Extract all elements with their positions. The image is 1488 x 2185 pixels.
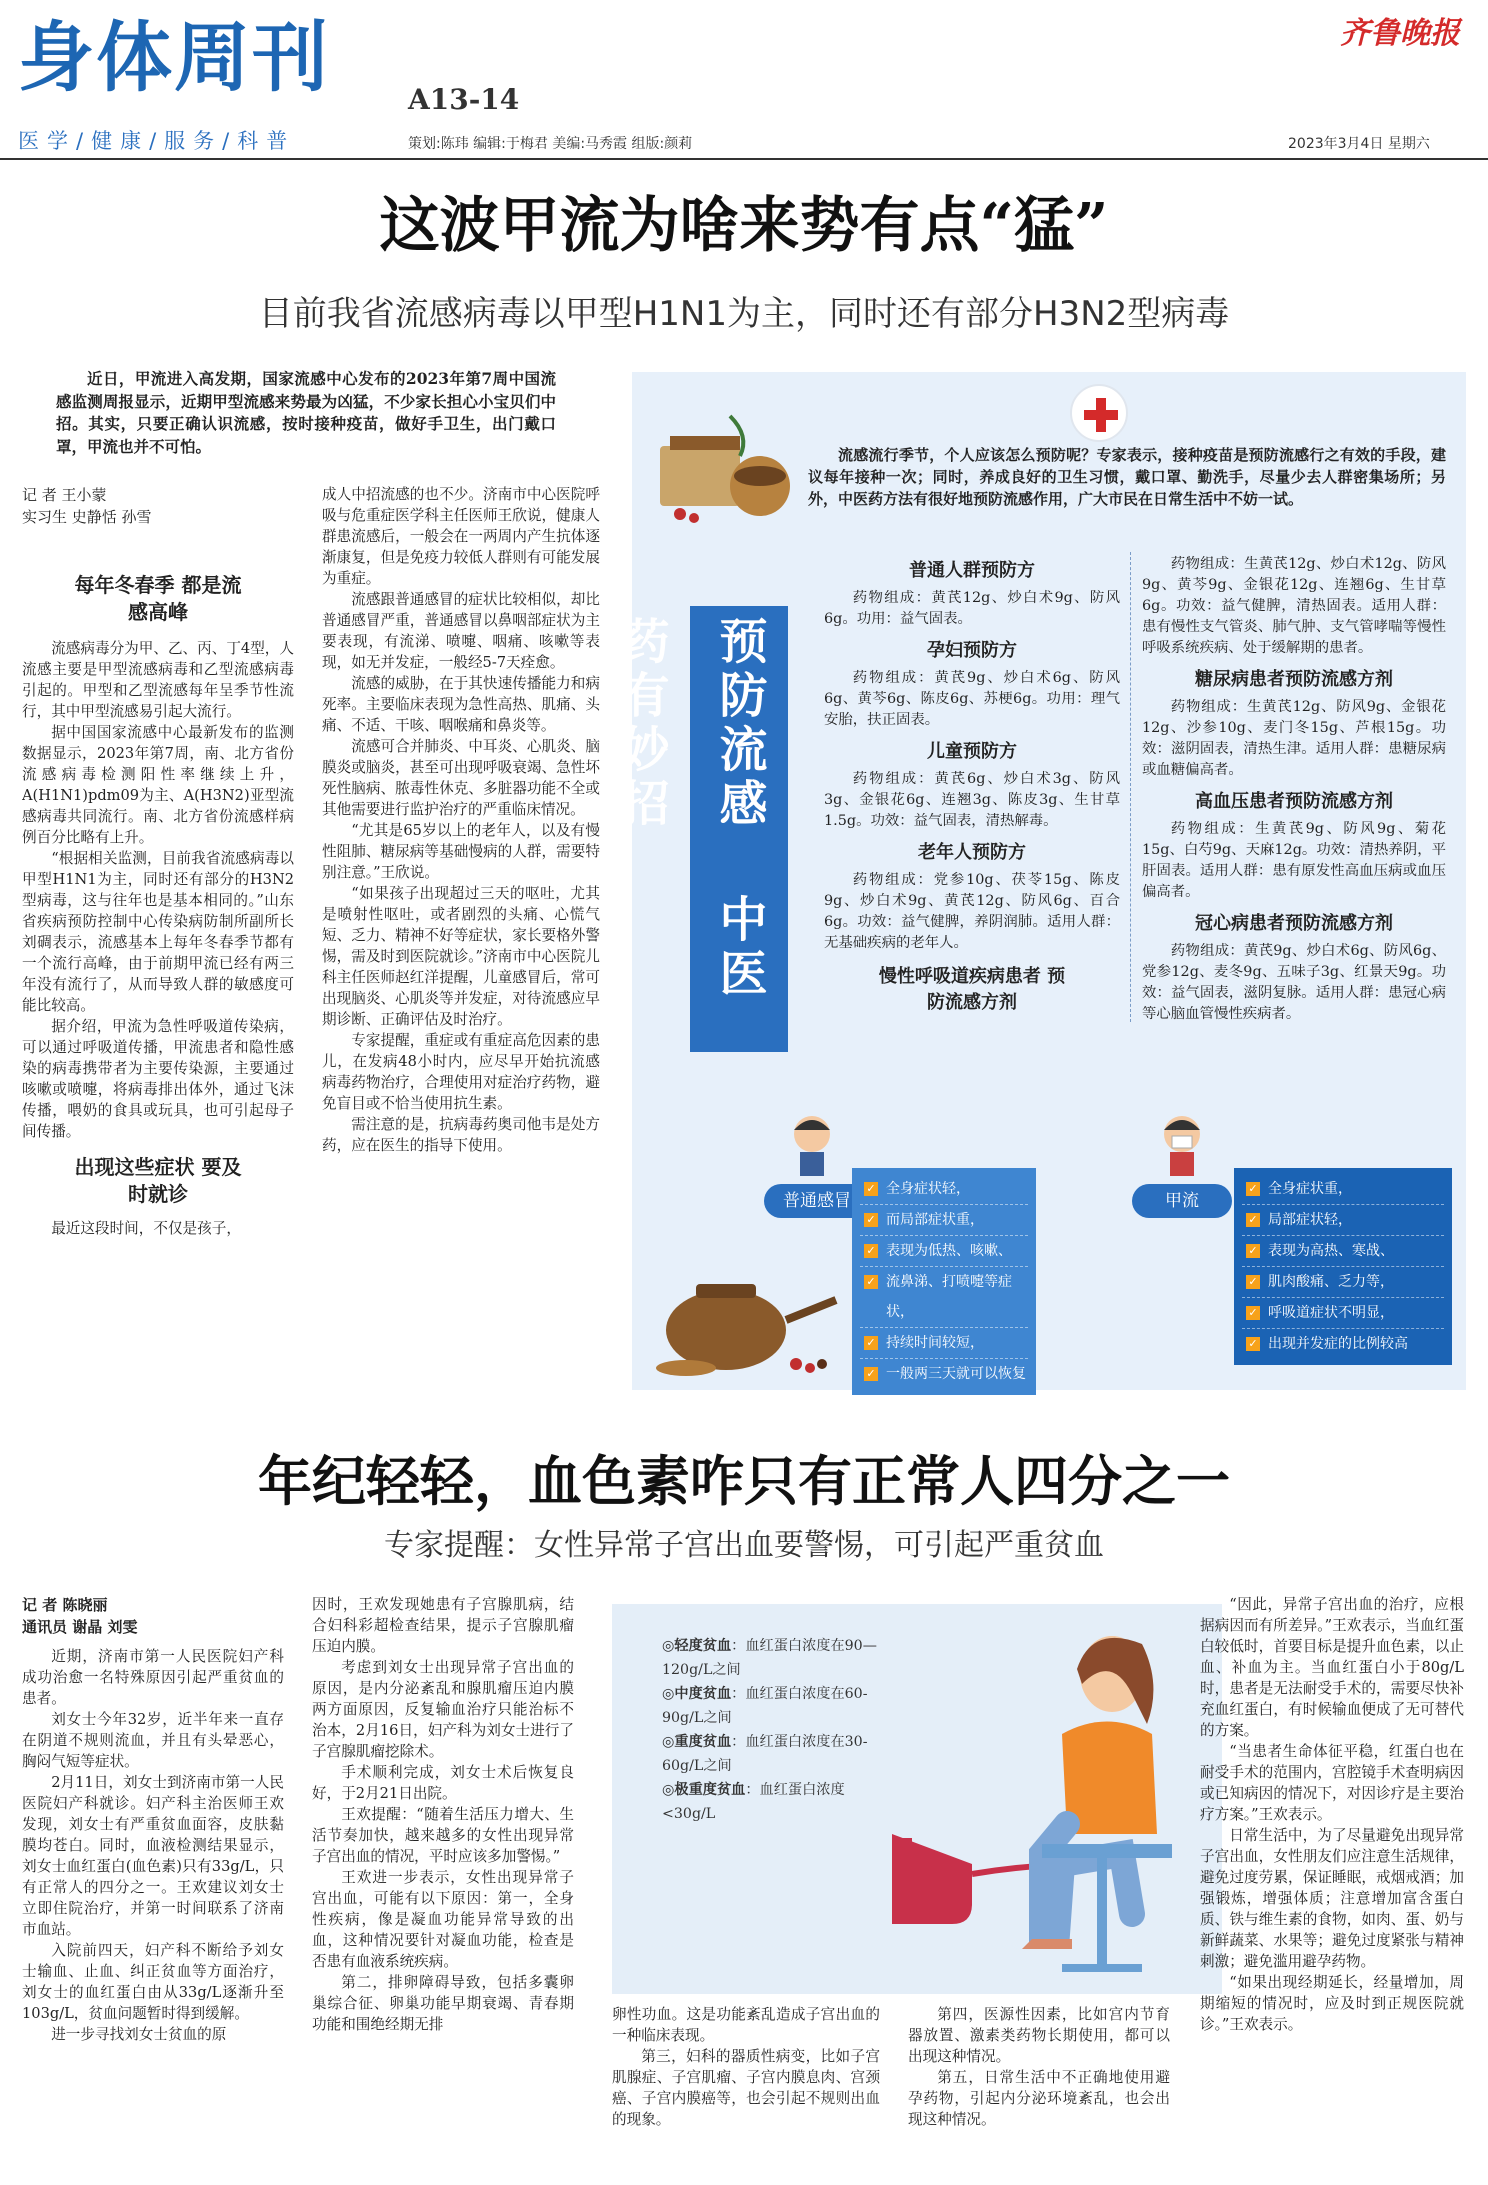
paragraph: 成人中招流感的也不少。济南市中心医院呼吸与危重症医学科主任医师王欣说，健康人群患流感后，一般会在一两周内产生抗体逐渐康复，但是免疫力较低人群则有可能发展为重症。 xyxy=(322,486,600,587)
symptom-item: ✓ 全身症状轻， xyxy=(860,1174,1028,1205)
tcm-vertical-title: 预防流感 中医药有妙招 xyxy=(690,606,788,1052)
paragraph: 专家提醒，重症或有重症高危因素的患儿，在发病48小时内，应尽早开始抗流感病毒药物治疗，合理使用对症治疗药物，避免盲目或不恰当使用抗生素。 xyxy=(322,1032,600,1112)
section-title: 老年人预防方 xyxy=(918,842,1026,863)
symptom-item: ✓ 表现为低热、咳嗽、 xyxy=(860,1236,1028,1267)
section-body: 药物组成：生黄芪9g、防风9g、菊花15g、白芍9g、天麻12g。功效：清热养阴，平肝固表。适用人群：患有原发性高血压病或血压偏高者。 xyxy=(1142,821,1446,900)
byline-reporter: 记 者 王小蒙 xyxy=(22,486,107,504)
paragraph: 进一步寻找刘女士贫血的原 xyxy=(51,2026,227,2043)
anemia-levels-box xyxy=(662,1634,892,1826)
section-body: 药物组成：黄芪12g、炒白术9g、防风6g。功用：益气固表。 xyxy=(824,590,1120,627)
symptom-item: ✓ 肌肉酸痛、乏力等， xyxy=(1242,1267,1444,1298)
section-title: 糖尿病患者预防流感方剂 xyxy=(1195,669,1393,690)
medical-cross-icon xyxy=(1070,384,1128,442)
masthead xyxy=(0,0,1488,160)
article2-column-3a xyxy=(612,2004,880,2176)
symptom-item: ✓ 局部症状轻， xyxy=(1242,1205,1444,1236)
symptom-item: ✓ 一般两三天就可以恢复 xyxy=(860,1359,1028,1389)
page-numbers: A13-14 xyxy=(408,83,520,116)
paragraph: 据中国国家流感中心最新发布的监测数据显示，2023年第7周，南、北方省份流感病毒检测阳性率继续上升，A(H1N1)pdm09为主、A(H3N2)亚型流感病毒共同流行。南、北方省份流感样病例百分比略有上升。 xyxy=(22,724,294,846)
section-title: 高血压患者预防流感方剂 xyxy=(1195,791,1393,812)
symptom-item: ✓ 表现为高热、寒战、 xyxy=(1242,1236,1444,1267)
symptom-item: ✓ 流鼻涕、打喷嚏等症状， xyxy=(860,1267,1028,1328)
credits: 策划:陈玮 编辑:于梅君 美编:马秀霞 组版:颜莉 xyxy=(408,136,693,152)
header-rule xyxy=(0,158,1488,160)
subhead-winter-peak: 每年冬春季 都是流感高峰 xyxy=(74,573,242,624)
paragraph: 日常生活中，为了尽量避免出现异常子宫出血，女性朋友们应注意生活规律，避免过度劳累，保证睡眠，戒烟戒酒；加强锻炼，增强体质；注意增加富含蛋白质、铁与维生素的食物，如肉、蛋、奶与新鲜蔬菜、水果等；避免过度紧张与精神刺激；避免滥用避孕药物。 xyxy=(1200,1827,1464,1970)
section-title: 儿童预防方 xyxy=(927,741,1017,762)
paragraph: “因此，异常子宫出血的治疗，应根据病因而有所差异。”王欢表示，当血红蛋白较低时，首要目标是提升血色素，以止血、补血为主。当血红蛋白小于80g/L时，患者是无法耐受手术的，需要尽快补充血红蛋白，有时候输血便成了无可替代的方案。 xyxy=(1200,1596,1464,1739)
paragraph: “根据相关监测，目前我省流感病毒以甲型H1N1为主，同时还有部分的H3N2型病毒，这与往年也是基本相同的。”山东省疾病预防控制中心传染病防制所副所长刘碉表示，流感基本上每年冬春季节都有一个流行高峰，由于前期甲流已经有两三年没有流行了，从而导致人群的敏感度可能比较高。 xyxy=(22,850,294,1014)
panel-divider xyxy=(1130,552,1131,1022)
article1-column-1 xyxy=(22,560,294,1560)
paragraph: “如果出现经期延长，经量增加，周期缩短的情况时，应及时到正规医院就诊。”王欢表示。 xyxy=(1200,1974,1464,2033)
flu-label: 甲流 xyxy=(1132,1184,1232,1218)
section-title: 身体周刊 xyxy=(18,13,330,102)
section-body: 药物组成：黄芪9g、炒白术6g、防风6g、党参12g、麦冬9g、五味子3g、红景天9g。功效：益气固表，滋阴复脉。适用人群：患冠心病等心脑血管慢性疾病者。 xyxy=(1142,943,1446,1022)
article1-byline xyxy=(22,484,322,528)
flu-symptoms xyxy=(1234,1168,1452,1365)
paragraph: 据介绍，甲流为急性呼吸道传染病，可以通过呼吸道传播，甲流患者和隐性感染的病毒携带者为主要传染源，主要通过咳嗽或喷嚏，将病毒排出体外，通过飞沫传播，喂奶的食具或玩具，也可引起母子间传播。 xyxy=(22,1018,294,1140)
paragraph: 2月11日，刘女士到济南市第一人民医院妇产科就诊。妇产科主治医师王欢发现，刘女士有严重贫血面容，皮肤黏膜均苍白。同时，血液检测结果显示，刘女士血红蛋白(血色素)只有33g/L，只有正常人的四分之一。王欢建议刘女士立即住院治疗，并第一时间联系了济南市血站。 xyxy=(22,1774,284,1938)
paragraph: 第二，排卵障碍导致，包括多囊卵巢综合征、卵巢功能早期衰竭、青春期功能和围绝经期无排 xyxy=(312,1974,574,2033)
symptom-item: ✓ 持续时间较短， xyxy=(860,1328,1028,1359)
tcm-panel xyxy=(613,372,1466,1390)
section-body: 药物组成：生黄芪12g、炒白术12g、防风9g、黄芩9g、金银花12g、连翘6g、生甘草6g。功效：益气健脾，清热固表。适用人群：患有慢性支气管炎、肺气肿、支气管哮喘等慢性呼吸系统疾病、处于缓解期的患者。 xyxy=(1142,556,1446,656)
section-title: 慢性呼吸道疾病患者 预防流感方剂 xyxy=(878,966,1066,1013)
article1-column-2 xyxy=(322,484,600,1484)
tcm-right-column xyxy=(1142,550,1446,1025)
flu-avatar xyxy=(1152,1110,1212,1180)
anemia-infographic xyxy=(612,1604,1222,1994)
tagline: 医学/健康/服务/科普 xyxy=(18,129,296,153)
paragraph: 王欢进一步表示，女性出现异常子宫出血，可能有以下原因：第一，全身性疾病，像是凝血功能异常导致的出血，这种情况要针对凝血功能，检查是否患有血液系统疾病。 xyxy=(312,1869,574,1970)
paragraph: 最近这段时间，不仅是孩子， xyxy=(51,1220,241,1237)
paragraph: 卵性功血。这是功能紊乱造成子宫出血的一种临床表现。 xyxy=(612,2006,880,2044)
herbal-pot-illustration xyxy=(646,1260,856,1380)
symptom-item: ✓ 而局部症状重， xyxy=(860,1205,1028,1236)
paragraph: 手术顺利完成，刘女士术后恢复良好，于2月21日出院。 xyxy=(312,1764,574,1802)
anemia-level: ◎轻度贫血：血红蛋白浓度在90—120g/L之间 xyxy=(662,1638,877,1678)
article2-column-2 xyxy=(312,1594,574,2176)
common-cold-avatar xyxy=(782,1110,842,1180)
paragraph: 第五，日常生活中不正确地使用避孕药物，引起内分泌环境紊乱，也会出现这种情况。 xyxy=(908,2069,1170,2128)
paragraph: 考虑到刘女士出现异常子宫出血的原因，是内分泌紊乱和腺肌瘤压迫内膜两方面原因，反复输血治疗只能治标不治本，2月16日，妇产科为刘女士进行了子宫腺肌瘤挖除术。 xyxy=(312,1659,574,1760)
issue-date: 2023年3月4日 星期六 xyxy=(1288,136,1430,152)
tcm-left-column xyxy=(824,550,1120,1016)
byline-correspondent: 通讯员 谢晶 刘雯 xyxy=(22,1618,138,1636)
paragraph: 需注意的是，抗病毒药奥司他韦是处方药，应在医生的指导下使用。 xyxy=(322,1116,600,1154)
article2-byline xyxy=(22,1594,302,1638)
article1-subheadline: 目前我省流感病毒以甲型H1N1为主，同时还有部分H3N2型病毒 xyxy=(258,294,1230,334)
article2-column-3b xyxy=(908,2004,1170,2176)
anemia-level: ◎重度贫血：血红蛋白浓度在30-60g/L之间 xyxy=(662,1734,868,1774)
byline-reporter: 记 者 陈晓丽 xyxy=(22,1596,108,1614)
symptom-item: ✓ 呼吸道症状不明显， xyxy=(1242,1298,1444,1329)
common-cold-label: 普通感冒 xyxy=(764,1184,870,1218)
paragraph: 因时，王欢发现她患有子宫腺肌病，结合妇科彩超检查结果，提示子宫腺肌瘤压迫内膜。 xyxy=(312,1596,574,1655)
article2-subheadline: 专家提醒：女性异常子宫出血要警惕，可引起严重贫血 xyxy=(384,1528,1104,1563)
article1-lead: 近日，甲流进入高发期，国家流感中心发布的2023年第7周中国流感监测周报显示，近期甲型流感来势最为凶猛，不少家长担心小宝贝们中招。其实，只要正确认识流感，按时接种疫苗，做好手卫生，出门戴口罩，甲流也并不可怕。 xyxy=(56,369,556,456)
section-title: 普通人群预防方 xyxy=(909,560,1035,581)
article2-headline: 年纪轻轻，血色素咋只有正常人四分之一 xyxy=(258,1449,1230,1513)
article1-headline: 这波甲流为啥来势有点“猛” xyxy=(379,191,1109,261)
herbs-illustration xyxy=(640,396,800,536)
paragraph: 流感可合并肺炎、中耳炎、心肌炎、脑膜炎或脑炎，甚至可出现呼吸衰竭、急性坏死性脑病、脓毒性休克、多脏器功能不全或其他需要进行监护治疗的严重临床情况。 xyxy=(322,738,600,818)
symptom-item: ✓ 全身症状重， xyxy=(1242,1174,1444,1205)
woman-illustration xyxy=(892,1614,1212,1984)
section-title: 孕妇预防方 xyxy=(927,640,1017,661)
paragraph: “尤其是65岁以上的老年人，以及有慢性阻肺、糖尿病等基础慢病的人群，需要特别注意。”王欣说。 xyxy=(322,822,600,881)
anemia-level: ◎极重度贫血：血红蛋白浓度<30g/L xyxy=(662,1782,845,1822)
tcm-intro: 流感流行季节，个人应该怎么预防呢？专家表示，接种疫苗是预防流感行之有效的手段，建议每年接种一次；同时，养成良好的卫生习惯，戴口罩、勤洗手，尽量少去人群密集场所；另外，中医药方法有很好地预防流感作用，广大市民在日常生活中不妨一试。 xyxy=(808,446,1446,508)
symptom-item: ✓ 出现并发症的比例较高 xyxy=(1242,1329,1444,1359)
paragraph: “如果孩子出现超过三天的呕吐，尤其是喷射性呕吐，或者剧烈的头痛、心慌气短、乏力、精神不好等症状，家长要格外警惕，需及时到医院就诊。”济南市中心医院儿科主任医师赵红洋提醒，儿童感冒后，常可出现脑炎、心肌炎等并发症，对待流感应早期诊断、正确评估及时治疗。 xyxy=(322,885,600,1028)
section-body: 药物组成：生黄芪12g、防风9g、金银花12g、沙参10g、麦门冬15g、芦根15g。功效：滋阴固表，清热生津。适用人群：患糖尿病或血糖偏高者。 xyxy=(1142,699,1446,778)
paragraph: 入院前四天，妇产科不断给予刘女士输血、止血、纠正贫血等方面治疗，刘女士的血红蛋白由从33g/L逐渐升至103g/L，贫血问题暂时得到缓解。 xyxy=(22,1942,284,2022)
byline-intern: 实习生 史静恬 孙雪 xyxy=(22,508,152,526)
paragraph: “当患者生命体征平稳，红蛋白也在耐受手术的范围内，宫腔镜手术查明病因或已知病因的情况下，对因诊疗是主要治疗方案。”王欢表示。 xyxy=(1200,1743,1464,1823)
anemia-level: ◎中度贫血：血红蛋白浓度在60-90g/L之间 xyxy=(662,1686,868,1726)
paragraph: 流感跟普通感冒的症状比较相似，却比普通感冒严重，普通感冒以鼻咽部症状为主要表现，有流涕、喷嚏、咽痛、咳嗽等表现，如无并发症，一般经5-7天痊愈。 xyxy=(322,591,600,671)
section-body: 药物组成：黄芪9g、炒白术6g、防风6g、黄芩6g、陈皮6g、苏梗6g。功用：理气安胎，扶正固表。 xyxy=(824,670,1120,728)
paragraph: 流感病毒分为甲、乙、丙、丁4型，人流感主要是甲型流感病毒和乙型流感病毒引起的。甲型和乙型流感每年呈季节性流行，其中甲型流感易引起大流行。 xyxy=(22,640,294,720)
paragraph: 近期，济南市第一人民医院妇产科成功治愈一名特殊原因引起严重贫血的患者。 xyxy=(22,1648,284,1707)
section-body: 药物组成：党参10g、茯苓15g、陈皮9g、炒白术9g、黄芪12g、防风6g、百合6g。功效：益气健脾，养阴润肺。适用人群：无基础疾病的老年人。 xyxy=(824,872,1120,951)
brand-logo: 齐鲁晚报 xyxy=(1340,16,1460,51)
paragraph: 第三，妇科的器质性病变，比如子宫肌腺症、子宫肌瘤、子宫内膜息肉、宫颈癌、子宫内膜癌等，也会引起不规则出血的现象。 xyxy=(612,2048,880,2128)
section-title: 冠心病患者预防流感方剂 xyxy=(1195,913,1393,934)
article2-column-1 xyxy=(22,1646,284,2176)
subhead-symptoms: 出现这些症状 要及时就诊 xyxy=(74,1155,242,1206)
paragraph: 第四，医源性因素，比如宫内节育器放置、激素类药物长期使用，都可以出现这种情况。 xyxy=(908,2006,1170,2065)
paragraph: 王欢提醒：“随着生活压力增大、生活节奏加快，越来越多的女性出现异常子宫出血的情况，平时应该多加警惕。” xyxy=(312,1806,574,1865)
paragraph: 流感的威胁，在于其快速传播能力和病死率。主要临床表现为急性高热、肌痛、头痛、不适、干咳、咽喉痛和鼻炎等。 xyxy=(322,675,600,734)
section-body: 药物组成：黄芪6g、炒白术3g、防风3g、金银花6g、连翘3g、陈皮3g、生甘草1.5g。功效：益气固表，清热解毒。 xyxy=(824,771,1120,829)
article2-column-4 xyxy=(1200,1594,1464,2176)
paragraph: 刘女士今年32岁，近半年来一直存在阴道不规则流血，并且有头晕恶心，胸闷气短等症状。 xyxy=(22,1711,284,1770)
common-cold-symptoms xyxy=(852,1168,1036,1395)
